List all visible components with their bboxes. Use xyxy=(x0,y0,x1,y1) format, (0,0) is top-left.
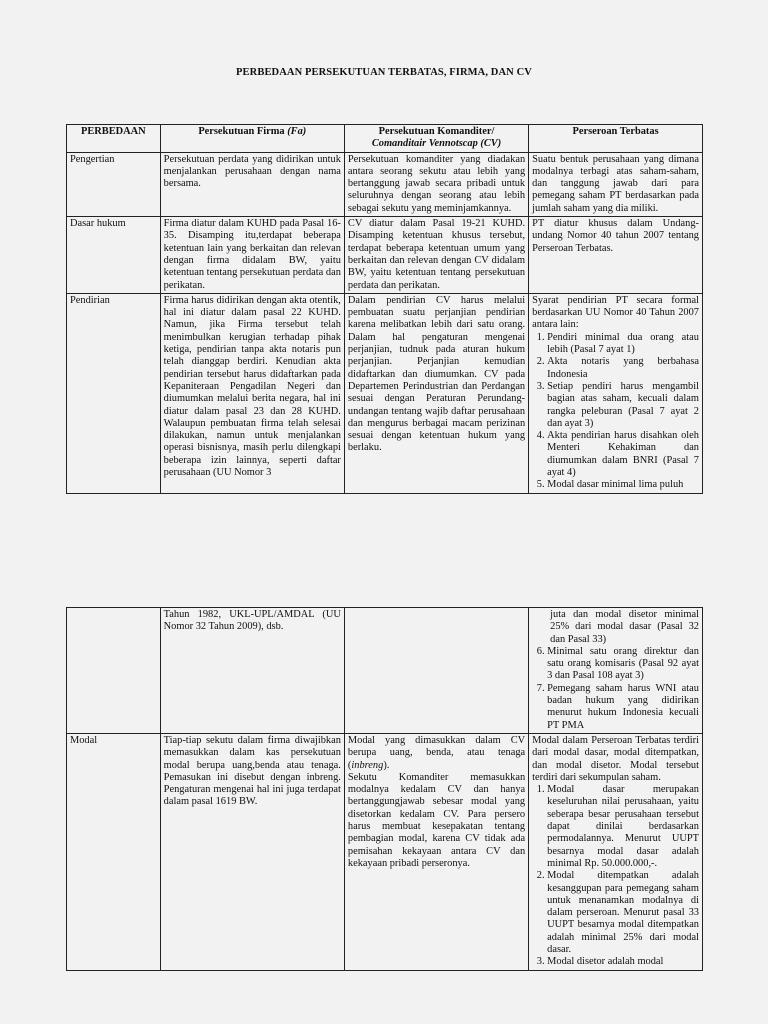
list-item: 5. Modal dasar minimal lima puluh xyxy=(547,479,699,491)
list-item: 3. Setiap pendiri harus mengambil bagian atas saham, kecuali dalam rangka peleburan (Pasal 7 ayat 2 dan ayat 3) xyxy=(547,381,699,430)
header-cv-tail: (CV) xyxy=(477,138,502,150)
list-item: 1. Pendiri minimal dua orang atau lebih (Pasal 7 ayat 1) xyxy=(547,332,699,357)
pendirian-pt-cell xyxy=(529,293,703,493)
list-item: 2. Akta notaris yang berbahasa Indonesia xyxy=(547,356,699,381)
list-item: 7. Pemegang saham harus WNI atau badan hukum yang didirikan menurut hukum Indonesia kecuali PT PMA xyxy=(547,683,699,732)
pendirian-firma-cell-continued: Tahun 1982, UKL-UPL/AMDAL (UU Nomor 32 Tahun 2009), dsb. xyxy=(160,608,344,734)
modal-pt-list xyxy=(532,784,699,968)
comparison-table-part1 xyxy=(66,124,703,494)
header-perbedaan: PERBEDAAN xyxy=(67,125,161,153)
pengertian-cv-cell: Persekutuan komanditer yang diadakan antara seorang sekutu atau lebih yang bertanggung jawab secara pribadi untuk seluruhnya dengan seorang atau lebih sebagai sekutu yang meminjamkannya. xyxy=(344,152,528,216)
list-item: 3. Modal disetor adalah modal xyxy=(547,956,699,968)
table-row-pengertian xyxy=(67,152,703,216)
header-cv xyxy=(344,125,528,153)
list-item: 2. Modal ditempatkan adalah kesanggupan para pemegang saham untuk menanamkan modalnya di dalam perseroan. Menurut pasal 33 UUPT besarnya modal ditempatkan adalah minimal 25% dari modal dasar. xyxy=(547,870,699,956)
header-pt: Perseroan Terbatas xyxy=(529,125,703,153)
list-item: 1. Modal dasar merupakan keseluruhan nilai perusahaan, yaitu seberapa besar perusahaan tersebut dapat dinilai berdasarkan permodalannya. Menurut UUPT besarnya modal dasar adalah minimal Rp. 50.000.000,-. xyxy=(547,784,699,870)
dasar-hukum-pt-cell: PT diatur khusus dalam Undang-undang Nomor 40 tahun 2007 tentang Perseroan Terbatas. xyxy=(529,217,703,294)
pengertian-pt-cell: Suatu bentuk perusahaan yang dimana modalnya terbagi atas saham-saham, dan tanggung jawab dari para pemegang saham PT berdasarkan pada jumlah saham yang dia miliki. xyxy=(529,152,703,216)
pendirian-pt-intro: Syarat pendirian PT secara formal berdasarkan UU Nomor 40 Tahun 2007 antara lain: xyxy=(532,294,699,331)
header-firma-text: Persekutuan Firma xyxy=(198,126,288,137)
list-item: 6. Minimal satu orang direktur dan satu orang komisaris (Pasal 92 ayat 3 dan Pasal 108 ayat 3) xyxy=(547,646,699,683)
pendirian-pt-cell-continued xyxy=(529,608,703,734)
modal-cv-paragraph-2: Sekutu Komanditer memasukkan modalnya kedalam CV dan hanya bertanggungjawab sebesar modal yang disetorkan kedalam CV. Para persero harus membuat kesepakatan tentang pembagian modal, karena CV tidak ada pemisahan kekayaan antara CV dan kekayaan pribadi perseronya. xyxy=(347,771,526,869)
header-cv-line1: Persekutuan Komanditer/ xyxy=(378,126,495,137)
table-row-dasar-hukum xyxy=(67,217,703,294)
header-firma xyxy=(160,125,344,153)
row-label-modal: Modal xyxy=(67,733,161,970)
header-cv-italic: Comanditair Vennotscap xyxy=(371,138,478,150)
dasar-hukum-cv-cell: CV diatur dalam Pasal 19-21 KUHD. Disamping ketentuan khusus tersebut, terdapat beberapa ketentuan umum yang berkaitan dan relevan dengan CV didalam BW, yaitu ketentuan tentang persekutuan perdata dan perikatan. xyxy=(344,217,528,294)
pendirian-pt-list-continued xyxy=(532,646,699,732)
row-label-empty xyxy=(67,608,161,734)
pendirian-cv-cell: Dalam pendirian CV harus melalui pembuatan suatu perjanjian pendirian karena melibatkan lebih dari satu orang. Dalam hal pengaturan mengenai perjanjian, tudnuk pada aturan hukum perjanjian. Perjanjian kemudian didaftarkan dan diumumkan. CV pada Departemen Perindustrian dan Perdangan sesuai dengan Peraturan Perundang-undangan tentang wajib daftar perusahaan dan mengurus berbagai macam perizinan sesuai dengan ketentuan hukum yang berlaku. xyxy=(344,293,528,493)
comparison-table-part2 xyxy=(66,607,703,971)
pendirian-pt-continued-text: juta dan modal disetor minimal 25% dari modal dasar (Pasal 32 dan Pasal 33) xyxy=(550,609,699,645)
pendirian-firma-cell: Firma harus didirikan dengan akta otentik, hal ini diatur dalam pasal 22 KUHD. Namun, jika Firma tersebut telah menimbulkan kerugian terhadap pihak ketiga, pendirian tanpa akta notaris pun telah dianggap berdiri. Kenudian akta pendirian tersebut harus didaftarkan pada Kepaniteraan Pengadilan Negeri dan diumumkan melalui berita negara, hal ini diatur dalam pasal 23 dan 28 KUHD. Walaupun pembuatan firma telah selesai dilakukan, namun untuk menjalankan operasi bisnisnya, masih perlu dilengkapi beberapa izin lainnya, seperti daftar perusahaan (UU Nomor 3 xyxy=(160,293,344,493)
row-label-pendirian: Pendirian xyxy=(67,293,161,493)
table-row-pendirian xyxy=(67,293,703,493)
row-label-dasar-hukum: Dasar hukum xyxy=(67,217,161,294)
modal-pt-cell xyxy=(529,733,703,970)
modal-cv-cell xyxy=(344,733,528,970)
row-label-pengertian: Pengertian xyxy=(67,152,161,216)
list-item: 4. Akta pendirian harus disahkan oleh Menteri Kehakiman dan diumumkan dalam BNRI (Pasal 7 ayat 4) xyxy=(547,430,699,479)
pendirian-pt-list xyxy=(532,332,699,492)
modal-firma-cell: Tiap-tiap sekutu dalam firma diwajibkan memasukkan dalam kas persekutuan modal berupa uang,benda atau tenaga. Pemasukan ini disebut dengan inbreng. Pengaturan mengenai hal ini juga terdapat dalam pasal 1619 BW. xyxy=(160,733,344,970)
table-row-modal xyxy=(67,733,703,970)
table-row-pendirian-continued xyxy=(67,608,703,734)
dasar-hukum-firma-cell: Firma diatur dalam KUHD pada Pasal 16-35. Disamping itu,terdapat beberapa ketentuan lain yang berkaitan dan relevan dengan firma didalam BW, yaitu ketentuan tentang persekutuan perdata dan perikatan. xyxy=(160,217,344,294)
modal-cv-p1-italic: inbreng xyxy=(351,759,384,771)
document-title: PERBEDAAN PERSEKUTUAN TERBATAS, FIRMA, DAN CV xyxy=(236,67,532,78)
pengertian-firma-cell: Persekutuan perdata yang didirikan untuk menjalankan perusahaan dengan nama bersama. xyxy=(160,152,344,216)
header-firma-abbr: (Fa) xyxy=(287,126,307,137)
modal-cv-p1-end: ). xyxy=(383,759,390,771)
modal-pt-intro: Modal dalam Perseroan Terbatas terdiri dari modal dasar, modal ditempatkan, dan modal disetor. Modal tersebut terdiri dari sekumpulan saham. xyxy=(532,734,699,783)
modal-cv-paragraph-1 xyxy=(348,735,525,772)
modal-cv-p1-start: Modal yang dimasukkan dalam CV berupa uang, benda, atau tenaga ( xyxy=(347,734,526,771)
pendirian-cv-cell-continued xyxy=(344,608,528,734)
table-header-row xyxy=(67,125,703,153)
